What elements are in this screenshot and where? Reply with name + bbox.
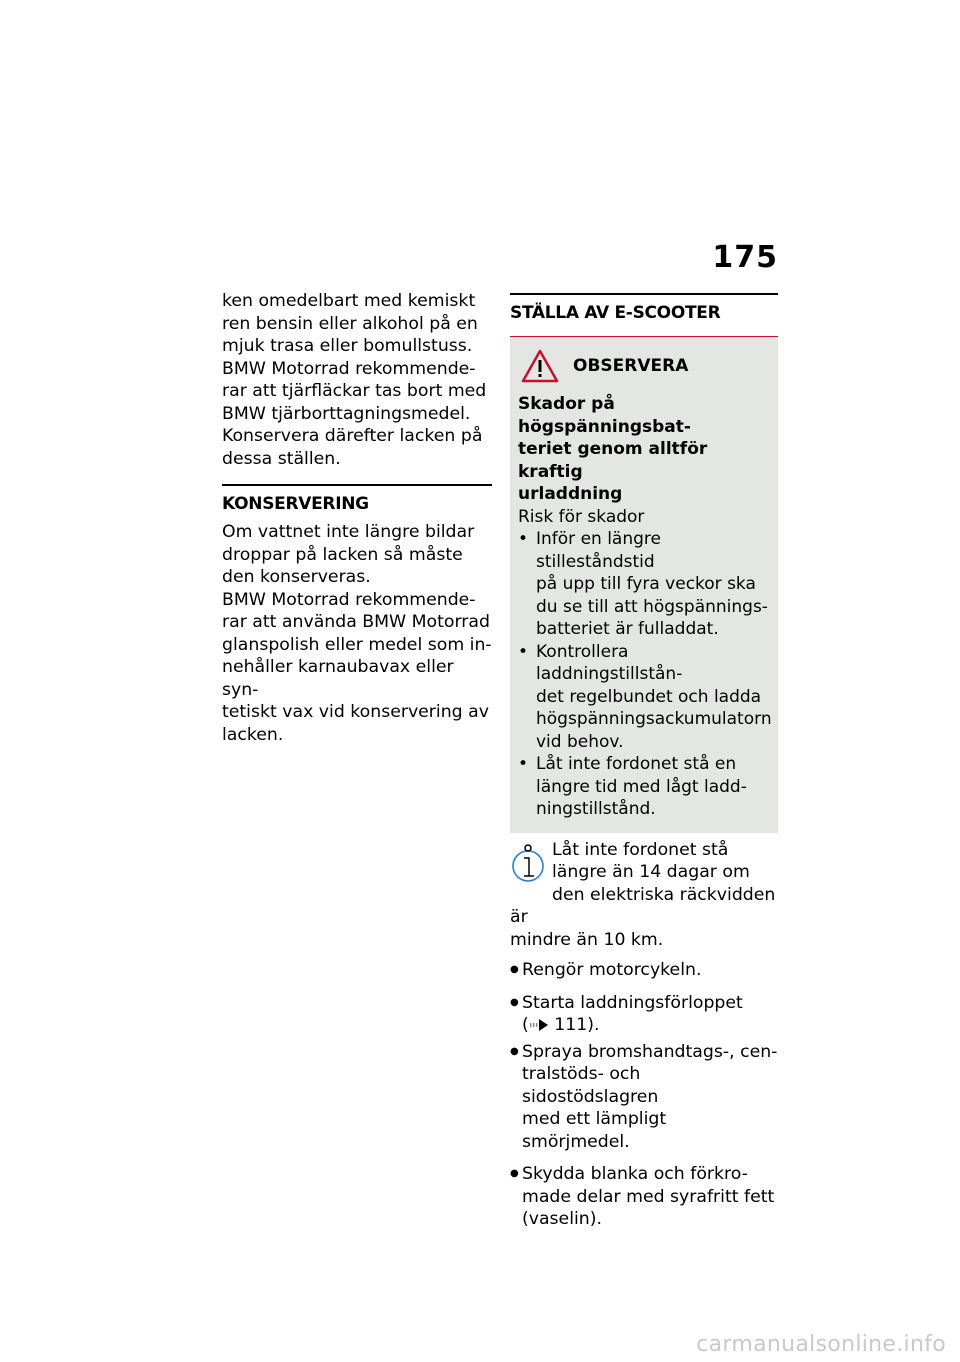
right-column bbox=[510, 293, 778, 1235]
steps-list bbox=[510, 959, 778, 1231]
list-item: ● Skydda blanka och förkro- made delar med syrafritt fett (vaselin). bbox=[510, 1163, 778, 1231]
list-item: ● Starta laddningsförloppet ( 111). bbox=[510, 992, 778, 1037]
page-number: 175 bbox=[712, 240, 778, 275]
info-note bbox=[510, 839, 778, 952]
warning-list bbox=[518, 528, 770, 821]
list-item: • Kontrollera laddningstillstån- det regelbundet och ladda högspänningsackumulatorn vid behov. bbox=[518, 641, 770, 754]
info-icon bbox=[510, 841, 546, 885]
left-column bbox=[222, 290, 492, 746]
konservering-section bbox=[222, 484, 492, 746]
warning-risk: Risk för skador bbox=[518, 506, 645, 527]
konservering-paragraph-1: Om vattnet inte längre bildar droppar på lacken så måste den konserveras. bbox=[222, 522, 475, 587]
warning-box bbox=[510, 337, 778, 833]
list-item: ● Rengör motorcykeln. bbox=[510, 959, 778, 982]
page-reference[interactable]: 111). bbox=[554, 1015, 600, 1035]
warning-subtitle: Skador på högspänningsbat- teriet genom alltför kraftig urladdning bbox=[518, 394, 708, 504]
list-item: • Inför en längre stilleståndstid på upp till fyra veckor ska du se till att högspännings- batteriet är fulladdat. bbox=[518, 528, 770, 641]
list-item: ● Spraya bromshandtags-, cen- tralstöds- och sidostödslagren med ett lämpligt smörjmedel. bbox=[510, 1041, 778, 1154]
note-text: Låt inte fordonet stå längre än 14 dagar om den elektriska räckvidden är mindre än 10 km. bbox=[510, 839, 776, 950]
section-heading-konservering: KONSERVERING bbox=[222, 494, 369, 514]
watermark: carmanualsonline.info bbox=[696, 1332, 946, 1357]
list-item: • Låt inte fordonet stå en längre tid med lågt ladd- ningstillstånd. bbox=[518, 753, 770, 821]
konservering-paragraph-2: BMW Motorrad rekommende- rar att använda BMW Motorrad glanspolish eller medel som in- nehåller karnaubavax eller syn- tetiskt vax vid konservering av lacken. bbox=[222, 589, 492, 745]
intro-paragraph: ken omedelbart med kemiskt ren bensin eller alkohol på en mjuk trasa eller bomullstuss. BMW Motorrad rekommende- rar att tjärfläckar tas bort med BMW tjärborttagningsmedel. Konservera därefter lacken på dessa ställen. bbox=[222, 291, 487, 469]
warning-triangle-icon bbox=[521, 349, 559, 383]
section-heading-stalla-av: STÄLLA AV E-SCOOTER bbox=[510, 303, 721, 323]
warning-title: OBSERVERA bbox=[573, 356, 689, 376]
page-reference-arrow-icon bbox=[529, 1019, 549, 1031]
